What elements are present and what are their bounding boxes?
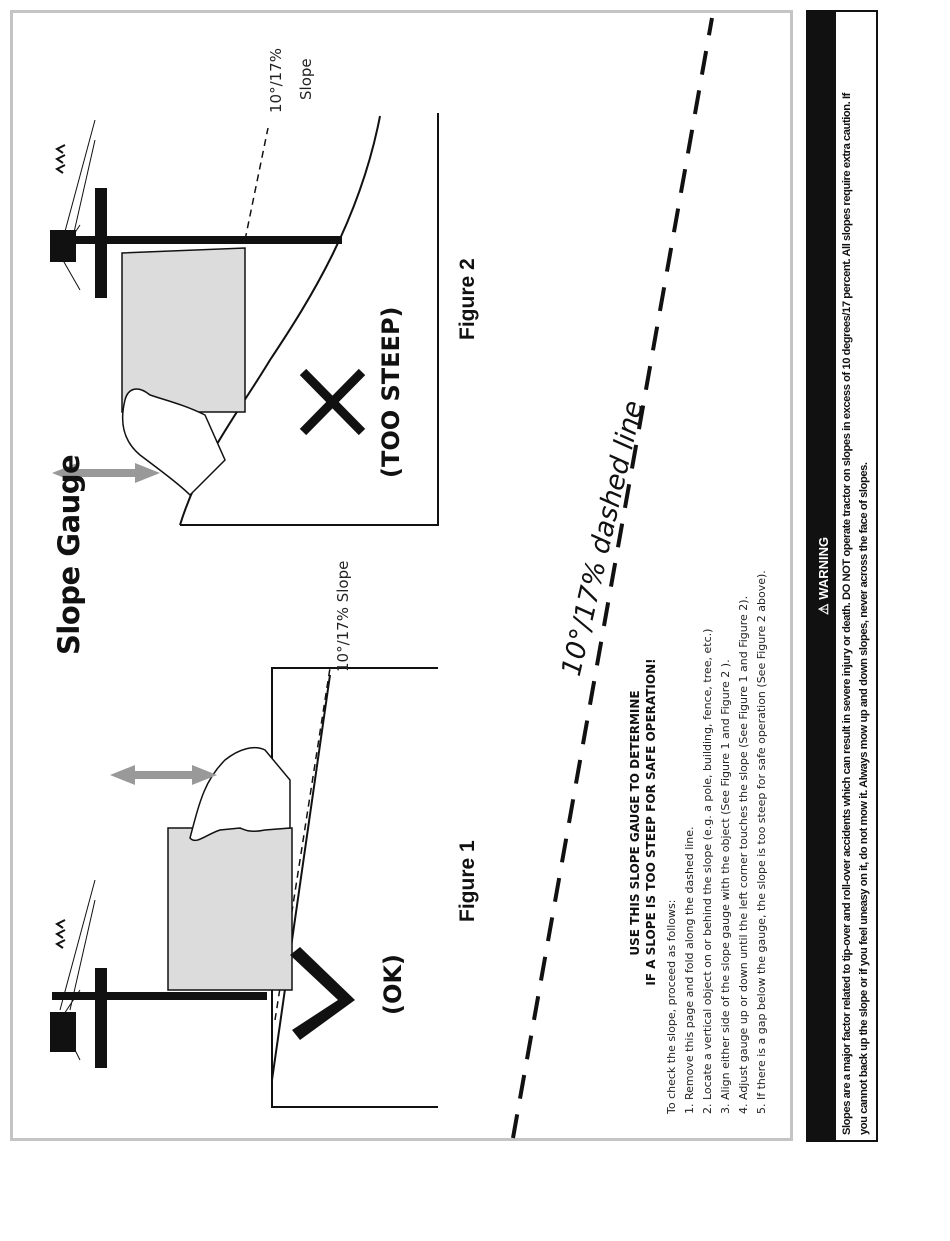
- figure-1-slope-label: 10°/17% Slope: [334, 560, 352, 672]
- instruction-step: 3. Align either side of the slope gauge with the object (See Figure 1 and Figure 2 ).: [719, 659, 732, 1114]
- figure-2-slope-label-1: 10°/17%: [267, 48, 285, 113]
- slope-gauge-sheet: [168, 828, 292, 990]
- warning-text-line-2: you cannot back up the slope or if you feel uneasy on it, do not mow it. Always mow up and down slopes, never across the face of slopes.: [858, 462, 870, 1135]
- instructions-heading-2: IF A SLOPE IS TOO STEEP FOR SAFE OPERATION!: [644, 658, 658, 986]
- warning-text-line-1: Slopes are a major factor related to tip-over and roll-over accidents which can result in severe injury or death. DO NOT operate tractor on slopes in excess of 10 degrees/17 percent. All slopes require extra caution. If: [841, 93, 853, 1135]
- instruction-step: 2. Locate a vertical object on or behind the slope (e.g. a pole, building, fence, tree, etc.): [701, 628, 714, 1114]
- figure-2-slope-label-2: Slope: [297, 58, 315, 100]
- instructions-intro: To check the slope, proceed as follows:: [665, 899, 678, 1114]
- instruction-step: 5. If there is a gap below the gauge, the slope is too steep for safe operation (See Figure 2 above).: [755, 570, 768, 1114]
- too-steep-label: (TOO STEEP): [377, 306, 405, 478]
- warning-title: ⚠ WARNING: [816, 536, 831, 615]
- page-title: Slope Gauge: [52, 454, 86, 655]
- figure-1-drawing: [50, 668, 438, 1107]
- instruction-step: 4. Adjust gauge up or down until the left corner touches the slope (See Figure 1 and Figure 2).: [737, 595, 750, 1114]
- hand-icon: [190, 748, 290, 841]
- dashed-line-label: 10°/17% dashed line: [556, 397, 650, 679]
- ok-label: (OK): [379, 954, 407, 1015]
- instruction-step: 1. Remove this page and fold along the dashed line.: [683, 826, 696, 1114]
- slope-gauge-sheet: [122, 248, 245, 412]
- x-mark-icon: [303, 372, 362, 432]
- figure-1-caption: Figure 1: [456, 840, 479, 922]
- double-arrow-icon: [110, 765, 217, 785]
- instructions-heading-1: USE THIS SLOPE GAUGE TO DETERMINE: [628, 690, 642, 956]
- checkmark-icon: [290, 947, 355, 1040]
- figure-2-caption: Figure 2: [456, 258, 479, 340]
